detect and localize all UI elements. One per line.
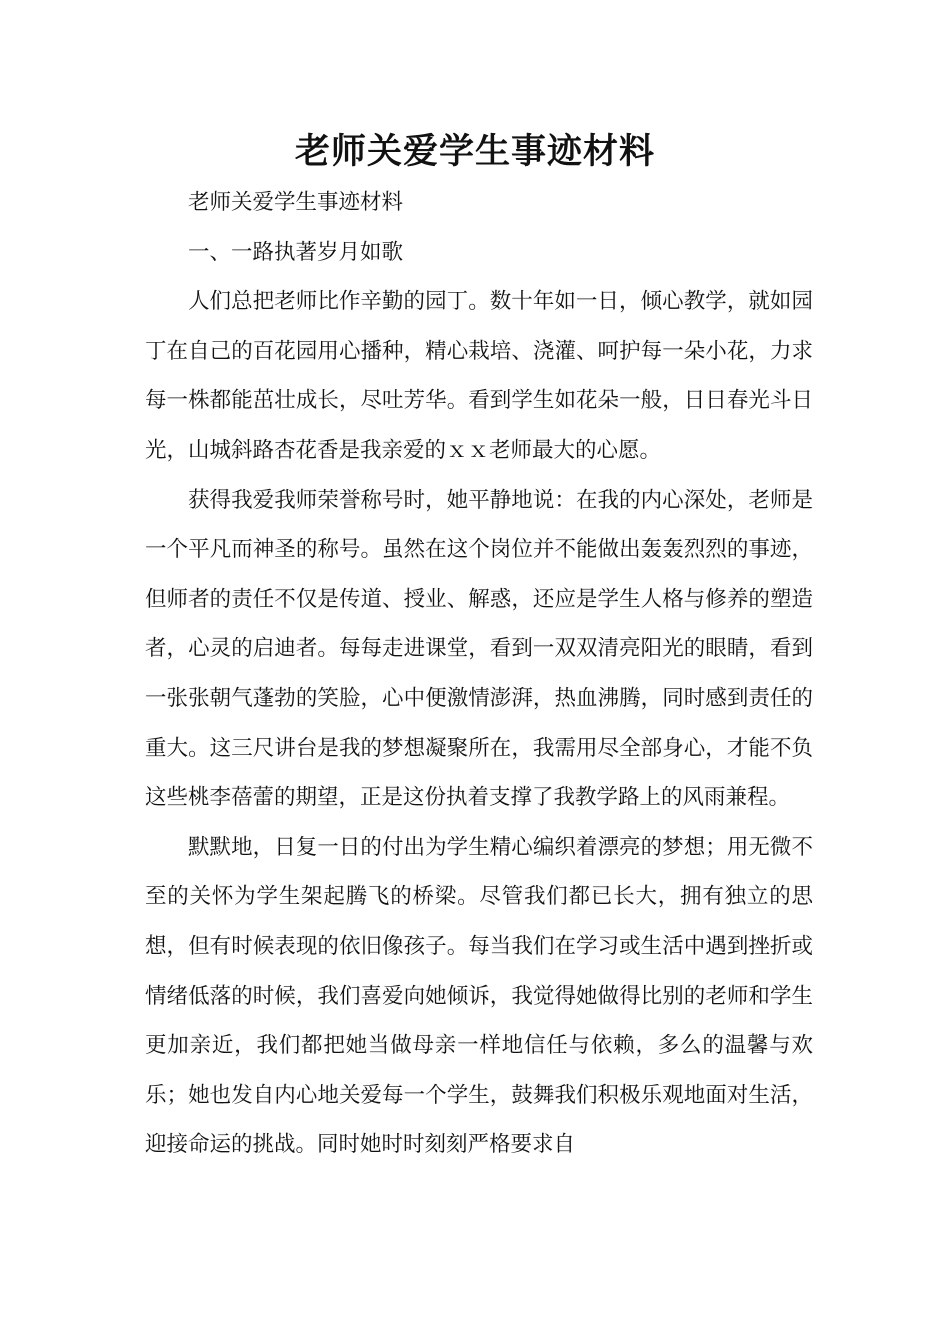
body-paragraph: 默默地，日复一日的付出为学生精心编织着漂亮的梦想；用无微不至的关怀为学生架起腾飞的桥梁。尽管我们都已长大，拥有独立的思想，但有时候表现的依旧像孩子。每当我们在学习或生活中遇到挫折或情绪低落的时候，我们喜爱向她倾诉，我觉得她做得比别的老师和学生更加亲近，我们都把她当做母亲一样地信任与依赖，多么的温馨与欢乐；她也发自内心地关爱每一个学生，鼓舞我们积极乐观地面对生活，迎接命运的挑战。同时她时时刻刻严格要求自: [145, 834, 813, 1158]
body-paragraph: 人们总把老师比作辛勤的园丁。数十年如一日，倾心教学，就如园丁在自己的百花园用心播种，精心栽培、浇灌、呵护每一朵小花，力求每一株都能茁壮成长，尽吐芳华。看到学生如花朵一般，日日春光斗日光，山城斜路杏花香是我亲爱的ｘｘ老师最大的心愿。: [145, 289, 813, 463]
document-title: 老师关爱学生事迹材料: [294, 131, 655, 172]
document-body: [145, 178, 813, 1170]
body-paragraph: 获得我爱我师荣誉称号时，她平静地说：在我的内心深处，老师是一个平凡而神圣的称号。虽然在这个岗位并不能做出轰轰烈烈的事迹，但师者的责任不仅是传道、授业、解惑，还应是学生人格与修养的塑造者，心灵的启迪者。每每走进课堂，看到一双双清亮阳光的眼睛，看到一张张朝气蓬勃的笑脸，心中便激情澎湃，热血沸腾，同时感到责任的重大。这三尺讲台是我的梦想凝聚所在，我需用尽全部身心，才能不负这些桃李蓓蕾的期望，正是这份执着支撑了我教学路上的风雨兼程。: [145, 487, 813, 811]
section-heading: 一、一路执著岁月如歌: [188, 239, 404, 265]
subtitle-paragraph: 老师关爱学生事迹材料: [188, 190, 404, 215]
